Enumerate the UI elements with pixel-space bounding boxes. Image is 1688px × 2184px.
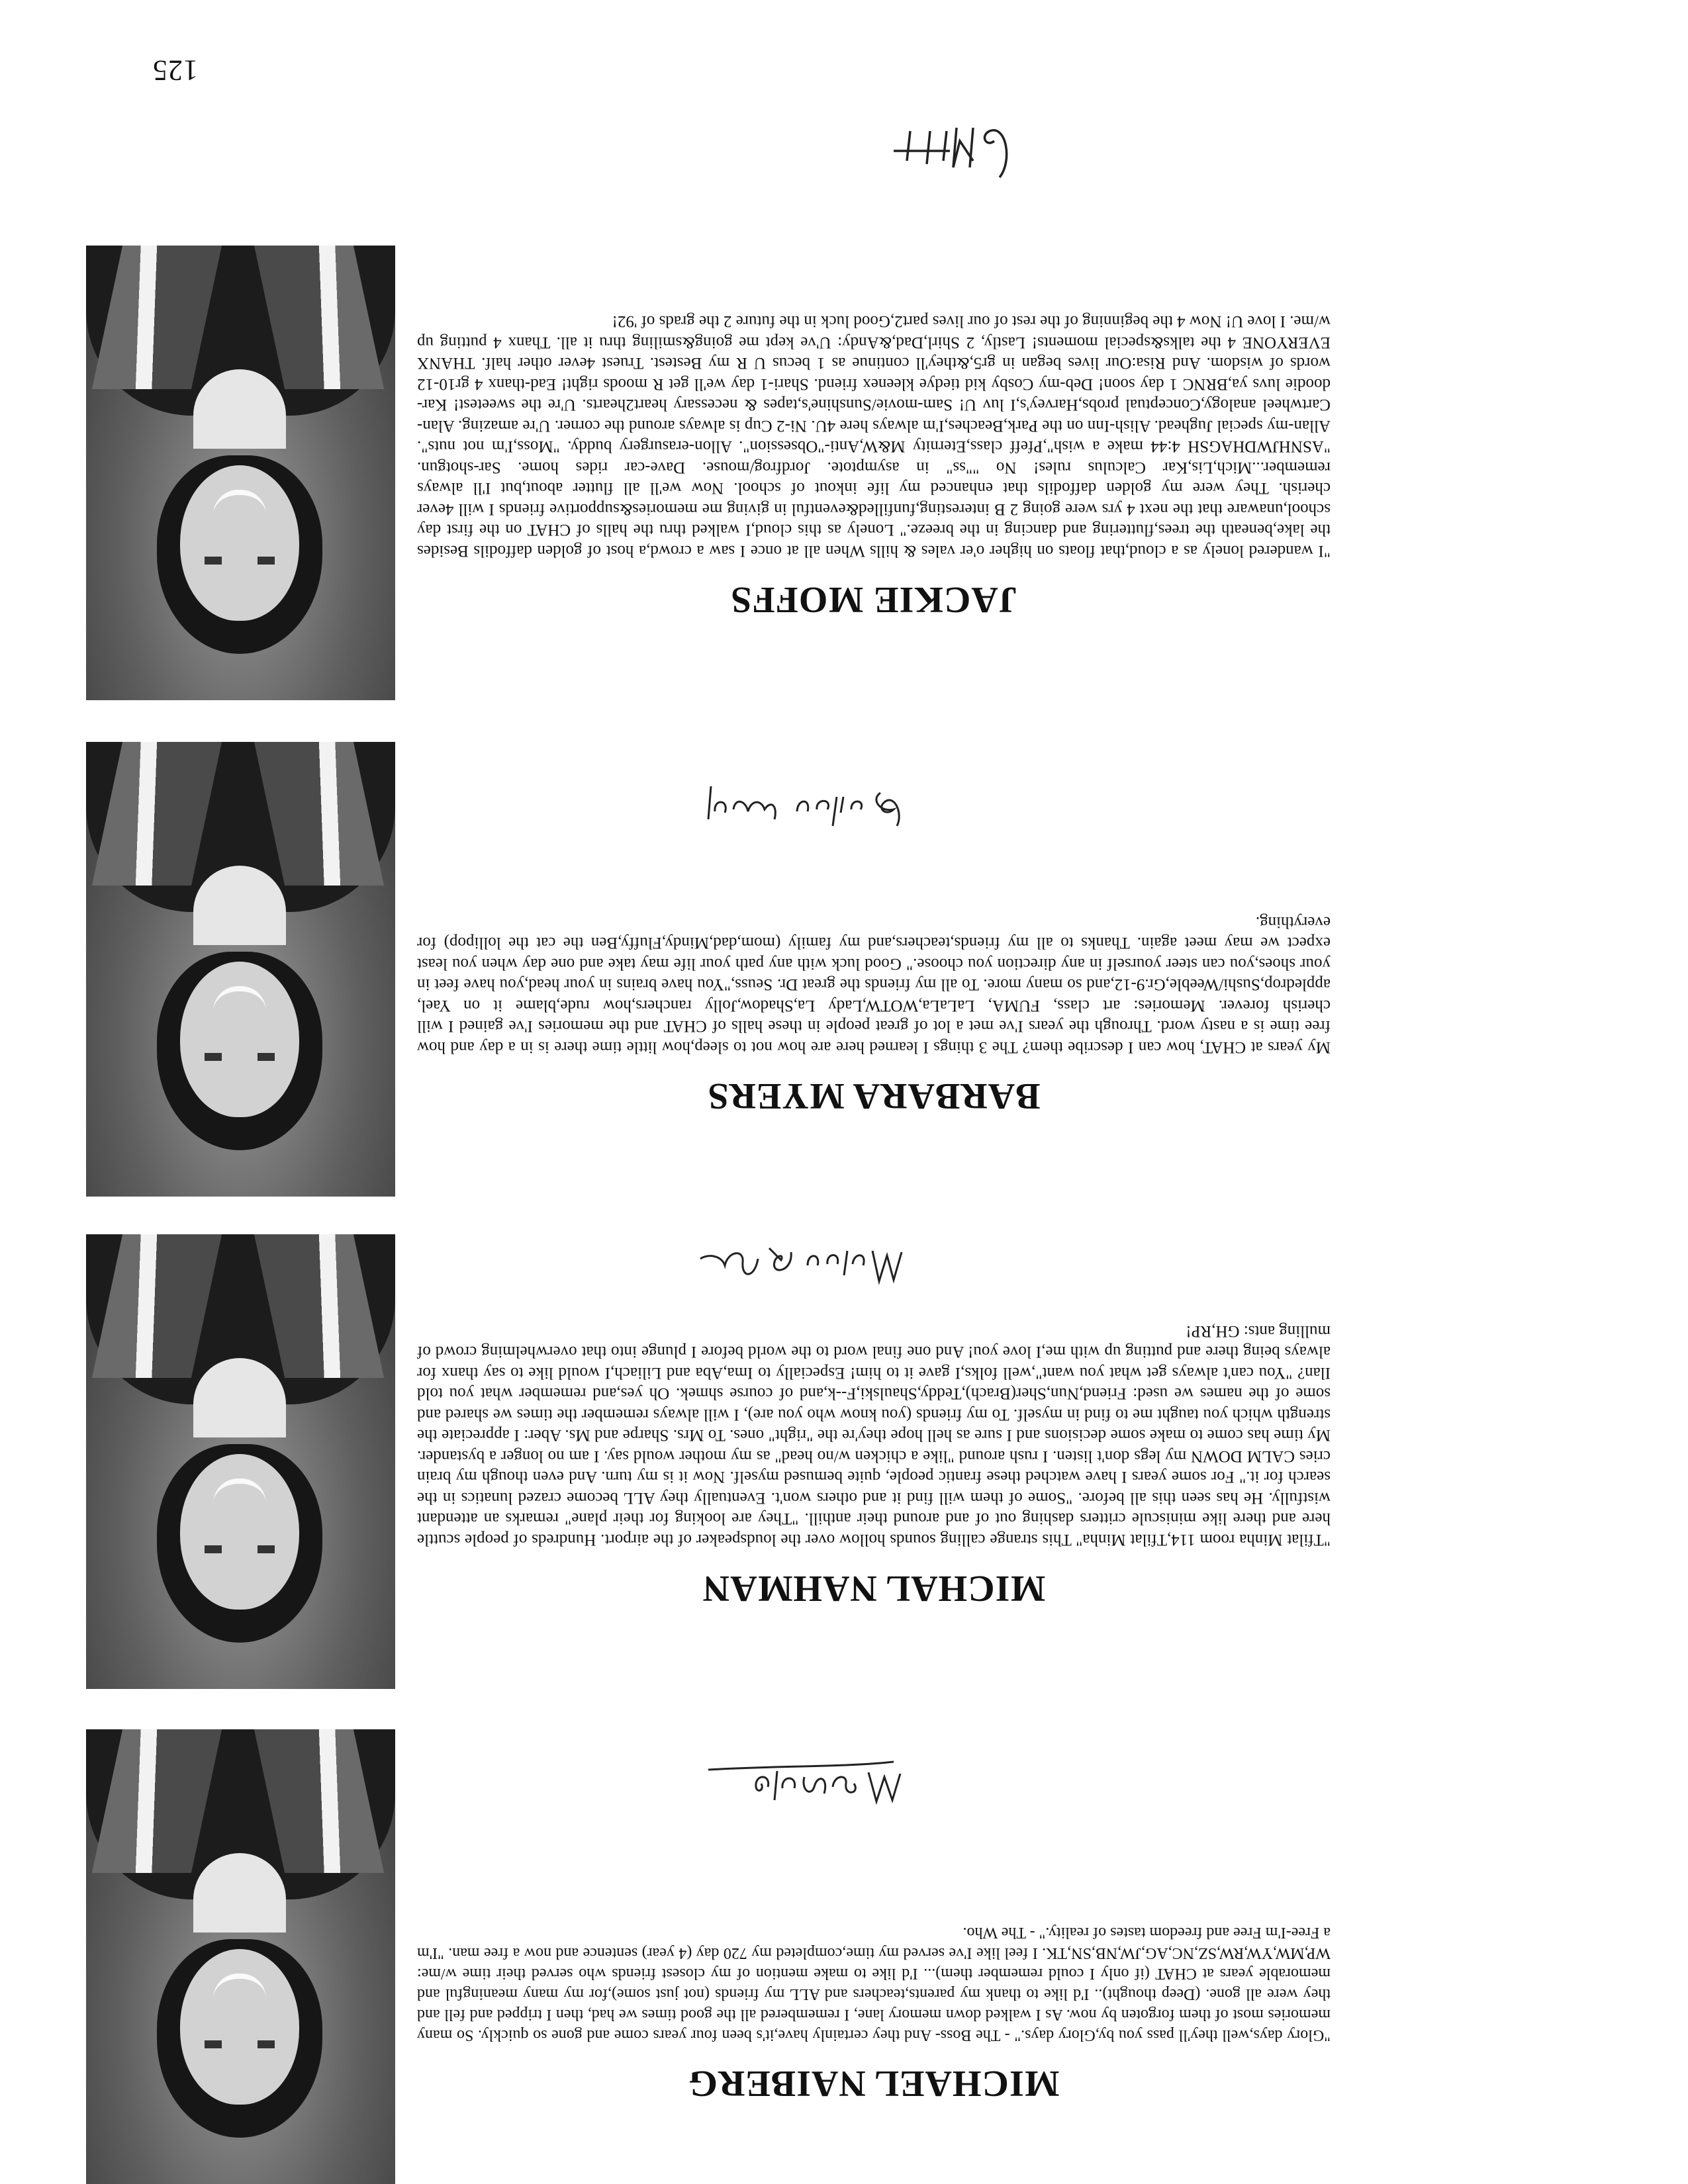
photo-eyes (205, 1545, 275, 1553)
student-name: MICHAL NAHMAN (702, 1568, 1046, 1609)
photo-face (180, 1949, 299, 2105)
student-bio: "Glory days,well they'll pass you by,Glory days." - The Boss- And they certainly have,it's been four years come and gone so quickly. So many memories most of them forgoten by now. As I walked down memory lane, I remembered all the good times we had, then I tripped and fell and they were all gone. (Deep thought).. I'd like to thank my parents,teachers and ALL my friends (not just some),for my many meaningful and memorable years at CHAT (if only I could remember them)... I'd like to make mention of my closest friends who served their time w/me: WP,MW,YW,RW,SZ,NC,AG,JW,NB,SN,TK. I feel like I've served my time,completed my 720 day (4 year) sentence and now a free man. "I'm a Free-I'm Free and freedom tastes of reality." - The Who. (417, 1924, 1331, 2044)
student-portrait-photo (86, 1729, 395, 2184)
photo-eyes (205, 557, 275, 565)
student-bio: "I wandered lonely as a cloud,that floats on higher o'er vales & hills When all at once I saw a crowd,a host of golden daffodils Besides the lake,beneath the trees,fluttering and dancing in the breeze." Lonely as this cloud,I walked thru the halls of CHAT on the first day school,unaware that the next 4 yrs were going 2 B interesting,funfilled&eventful in giving me memories&supportive friends I will 4ever cherish. They were my golden daffodils that enhanced my life inkout of school. Now we'll all flutter about,but I'll always remember...Mich,Lis,Kar Calculus rules! No ""ss" in asymptote. Jordfrog/mouse. Dave-car rides home. Sar-shotgun. "ASNHJWDHAGSH 4:44 make a wish",Pfeff class,Eternity M&W,Anti-"Obsession". Allon-erasurgery buddy. "Moss,I'm not nuts". Allan-my special Jughead. Alish-Inn on the Park,Beaches,I'm always here 4U. Ni-2 Cup is always around the corner. U're amazing. Alan-Cartwheel analogy,Conceptual probs,Harvey's,I luv U! Sam-movie/Sunshine's,tapes & necessary heart2hearts. U're the sweetest! Kar-doodie luvs ya,BRNC 1 day soon! Deb-my Cosby kid tiedye kleenex friend. Shari-1 day we'll get R moods right! Ead-thanx 4 gr10-12 words of wisdom. And Risa:Our lives began in gr5,&they'll continue as 1 becus U R my Bestest. Truest 4ever other half. THANX EVERYONE 4 the talks&special moments! Lastly, 2 Shirl,Dad,&Andy: U've kept me going&smiling thru it all. Thanx 4 putting up w/me. I love U! Now 4 the beginning of the rest of our lives part2,Good luck in the future 2 the grads of '92! (417, 312, 1331, 560)
student-signature (695, 1754, 907, 1813)
page-number: 125 (152, 54, 198, 87)
signature-scrawl (695, 780, 907, 839)
student-portrait-photo (86, 1234, 395, 1689)
photo-face (180, 1454, 299, 1610)
student-signature (880, 114, 1026, 187)
student-signature (695, 780, 907, 839)
signature-scrawl (695, 1754, 907, 1813)
student-portrait-photo (86, 742, 395, 1197)
photo-eyes (205, 2040, 275, 2048)
student-name: BARBARA MYERS (707, 1075, 1041, 1116)
student-name: JACKIE MOFFS (730, 579, 1017, 620)
signature-scrawl (880, 114, 1026, 187)
photo-face (180, 962, 299, 1117)
student-portrait-photo (86, 246, 395, 700)
student-name: MICHAEL NAIBERG (688, 2063, 1060, 2104)
student-signature (695, 1232, 907, 1292)
signature-scrawl (695, 1232, 907, 1292)
student-bio: "Tfilat Minha room 114,Tfilat Minha" This strange calling sounds hollow over the loudspeaker of the airport. Hundreds of people scuttle here and there like miniscule critters dashing out of and around their anthill. "They are looking for their plane" remarks an attendant wistfully. He has seen this all before. "Some of them will find it and others won't. Eventually they ALL become crazed lunatics in the search for it." For some years I have watched these frantic people, quite bemused myself. Now it is my turn. And even though my brain cries CALM DOWN my legs don't listen. I rush around "like a chicken w/no head" as my mother would say. I am no longer a bystander. My time has come to make some decisions and I sure as hell hope they're the "right" ones. To Mrs. Sharpe and Ms. Aber: I appreciate the strength which you taught me to find in myself. To my friends (you know who you are), I will always remember the times we shared and some of the names we used: Friend,Nun,Sher(Brach),Teddy,Shaulski,F--k,and of course shmek. Oh yes,and remember what you told Ilan? "You can't always get what you want",well folks,I gave it to him! Especially to Ima,Aba and Liliach,I would like to say thanx for always being there and putting up with me,I love you! And one final word to the world before I plunge into that overwhelming crowd of mulling ants: GH,RP! (417, 1322, 1331, 1549)
photo-face (180, 465, 299, 621)
photo-eyes (205, 1053, 275, 1061)
student-bio: My years at CHAT, how can I describe them? The 3 things I learned here are how not to sleep,how little time there is in a day and how free time is a nasty word. Through the years I've met a lot of great people in these halls of CHAT and the memories I've gained I will cherish forever. Memories: art class, FUMA, LaLaLa,WOTW,Lady La,Shadow,Jolly ranchers,how rude,blame it on Yael, appledrop,Sushi/Weeble,Gr.9-12,and so many more. To all my friends the great Dr. Seuss,"You have brains in your head,you have feet in your shoes,you can steer yourself in any direction you choose." Good luck with any path your life may take and one day when you least expect we may meet again. Thanks to all my friends,teachers,and my family (mom,dad,Mindy,Fluffy,Ben the cat the lollipop) for everything. (417, 913, 1331, 1056)
